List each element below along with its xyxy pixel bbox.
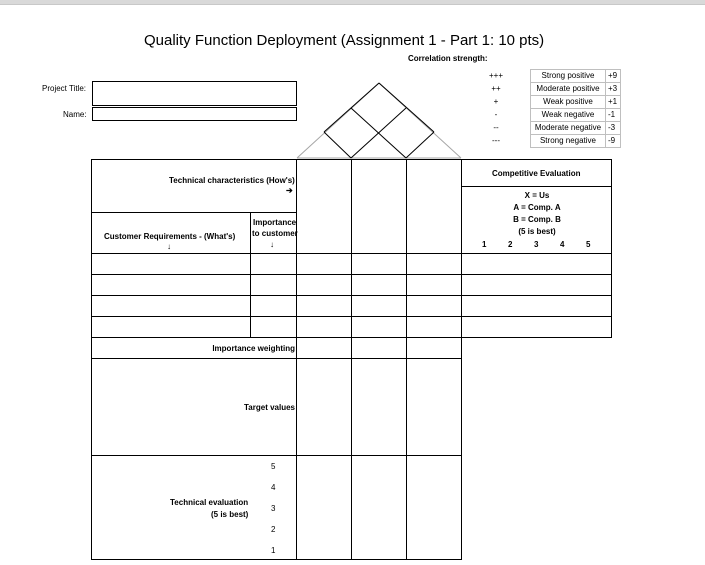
target-values-label: Target values: [244, 403, 295, 412]
customer-requirements-label: Customer Requirements - (What's): [104, 232, 236, 241]
tech-eval-scale-4: 4: [271, 483, 276, 492]
roof-outline: [297, 83, 461, 158]
legend-value: +3: [606, 83, 621, 96]
importance-weighting-label: Importance weighting: [212, 344, 295, 353]
legend-symbol: +++: [488, 71, 503, 80]
legend-value: +1: [606, 96, 621, 109]
importance-label-line2: to customer: [252, 229, 298, 238]
legend-label: Weak negative: [531, 109, 606, 122]
comp-scale-1: 1: [482, 240, 487, 249]
page-title: Quality Function Deployment (Assignment 1 - Part 1: 10 pts): [144, 32, 545, 49]
correlation-roof: [324, 83, 434, 158]
technical-characteristics-label: Technical characteristics (How's): [169, 176, 295, 185]
legend-symbol: -: [494, 110, 498, 119]
correlation-strength-label: Correlation strength:: [408, 54, 488, 63]
legend-value: -9: [606, 135, 621, 148]
comp-legend-us: X = Us: [524, 191, 550, 200]
technical-evaluation-label-line2: (5 is best): [211, 510, 249, 519]
comp-legend-b: B = Comp. B: [513, 215, 561, 224]
legend-label: Moderate negative: [531, 122, 606, 135]
tech-eval-scale-1: 1: [271, 546, 276, 555]
legend-value: -1: [606, 109, 621, 122]
right-arrow-icon: ➔: [286, 186, 293, 195]
legend-symbol: ++: [491, 84, 501, 93]
comp-scale-2: 2: [508, 240, 513, 249]
name-label: Name:: [63, 110, 87, 119]
project-title-label: Project Title:: [42, 84, 87, 93]
legend-value: -3: [606, 122, 621, 135]
comp-scale-4: 4: [560, 240, 565, 249]
competitive-evaluation-title: Competitive Evaluation: [492, 169, 581, 178]
legend-label: Strong negative: [531, 135, 606, 148]
legend-label: Weak positive: [531, 96, 606, 109]
down-arrow-icon: ↓: [167, 242, 171, 251]
legend-symbol: +: [493, 97, 499, 106]
legend-symbol: --: [493, 123, 499, 132]
legend-symbol: ---: [492, 136, 500, 145]
down-arrow-icon: ↓: [270, 240, 274, 249]
tech-eval-scale-3: 3: [271, 504, 276, 513]
legend-label: Strong positive: [531, 70, 606, 83]
tech-eval-scale-5: 5: [271, 462, 276, 471]
comp-scale-5: 5: [586, 240, 591, 249]
comp-legend-a: A = Comp. A: [513, 203, 561, 212]
comp-scale-3: 3: [534, 240, 539, 249]
technical-evaluation-label-line1: Technical evaluation: [170, 498, 249, 507]
legend-value: +9: [606, 70, 621, 83]
tech-eval-scale-2: 2: [271, 525, 276, 534]
legend-label: Moderate positive: [531, 83, 606, 96]
importance-label-line1: Importance: [253, 218, 297, 227]
comp-legend-best: (5 is best): [518, 227, 556, 236]
